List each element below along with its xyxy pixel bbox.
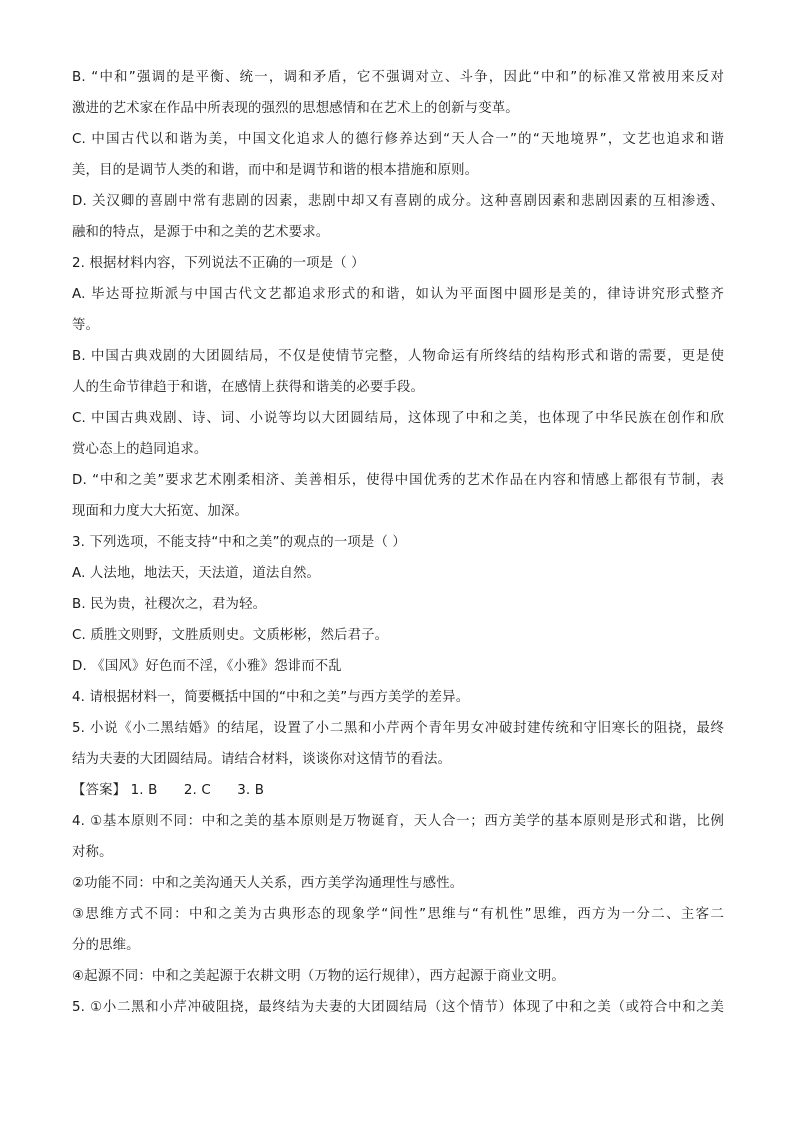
answer-line: 4. ①基本原则不同：中和之美的基本原则是万物诞育，天人合一；西方美学的基本原则是形式和谐，比例 — [72, 814, 724, 829]
text-line: 现面和力度大大拓宽、加深。 — [72, 504, 249, 519]
answer-item: 1. B — [130, 783, 158, 798]
text-line: B. “中和”强调的是平衡、统一，调和矛盾，它不强调对立、斗争，因此“中和”的标准又常被用来反对 — [72, 70, 724, 85]
answer-item: 2. C — [183, 783, 211, 798]
text-line: D. 关汉卿的喜剧中常有悲剧的因素，悲剧中却又有喜剧的成分。这种喜剧因素和悲剧因素的互相渗透、 — [72, 194, 724, 209]
question-5: 5. 小说《小二黑结婚》的结尾，设置了小二黑和小芹两个青年男女冲破封建传统和守旧寒长的阻挠，最终 — [72, 721, 724, 736]
text-line: 人的生命节律趋于和谐，在感情上获得和谐美的必要手段。 — [72, 380, 425, 395]
text-line: 美，目的是调节人类的和谐，而中和是调节和谐的根本措施和原则。 — [72, 163, 479, 178]
answer-key-line — [72, 775, 724, 806]
document-page — [72, 62, 724, 1023]
answer-line: ②功能不同：中和之美沟通天人关系，西方美学沟通理性与感性。 — [72, 876, 464, 891]
text-line: C. 中国古代以和谐为美，中国文化追求人的德行修养达到“天人合一”的“天地境界”，文艺也追求和谐 — [72, 132, 724, 147]
question-2: 2. 根据材料内容，下列说法不正确的一项是（ ） — [72, 256, 365, 271]
answer-line: 分的思维。 — [72, 938, 140, 953]
option-line: B. 中国古典戏剧的大团圆结局，不仅是使情节完整，人物命运有所终结的结构形式和谐的需要，更是使 — [72, 349, 724, 364]
text-line: 激进的艺术家在作品中所表现的强烈的思想感情和在艺术上的创新与变革。 — [72, 101, 519, 116]
answer-tag: 【答案】 — [72, 783, 127, 798]
text-line: 融和的特点，是源于中和之美的艺术要求。 — [72, 225, 330, 240]
answer-line: ③思维方式不同：中和之美为古典形态的现象学“间性”思维与“有机性”思维，西方为一分二、主客二 — [72, 907, 724, 922]
answer-item: 3. B — [237, 783, 265, 798]
question-3: 3. 下列选项，不能支持“中和之美”的观点的一项是（ ） — [72, 535, 406, 550]
option-line: A. 人法地，地法天，天法道，道法自然。 — [72, 566, 321, 581]
text-line: 赏心态上的趋同追求。 — [72, 442, 208, 457]
text-line: 等。 — [72, 318, 100, 333]
answer-line: 对称。 — [72, 845, 113, 860]
answer-line: 5. ①小二黑和小芹冲破阻挠，最终结为夫妻的大团圆结局（这个情节）体现了中和之美（或符合中和之美 — [72, 1000, 724, 1015]
option-line: C. 质胜文则野，文胜质则史。文质彬彬，然后君子。 — [72, 628, 389, 643]
answer-line: ④起源不同：中和之美起源于农耕文明（万物的运行规律），西方起源于商业文明。 — [72, 969, 565, 984]
option-line: A. 毕达哥拉斯派与中国古代文艺都追求形式的和谐，如认为平面图中圆形是美的，律诗讲究形式整齐 — [72, 287, 724, 302]
option-line: C. 中国古典戏剧、诗、词、小说等均以大团圆结局，这体现了中和之美，也体现了中华民族在创作和欣 — [72, 411, 724, 426]
option-line: D. “中和之美”要求艺术刚柔相济、美善相乐，使得中国优秀的艺术作品在内容和情感上都很有节制，表 — [72, 473, 724, 488]
option-line: D. 《国风》好色而不淫，《小雅》怨诽而不乱 — [72, 659, 342, 674]
option-line: B. 民为贵，社稷次之，君为轻。 — [72, 597, 267, 612]
question-4: 4. 请根据材料一，简要概括中国的“中和之美”与西方美学的差异。 — [72, 690, 470, 705]
text-line: 结为夫妻的大团圆结局。请结合材料，谈谈你对这情节的看法。 — [72, 752, 452, 767]
